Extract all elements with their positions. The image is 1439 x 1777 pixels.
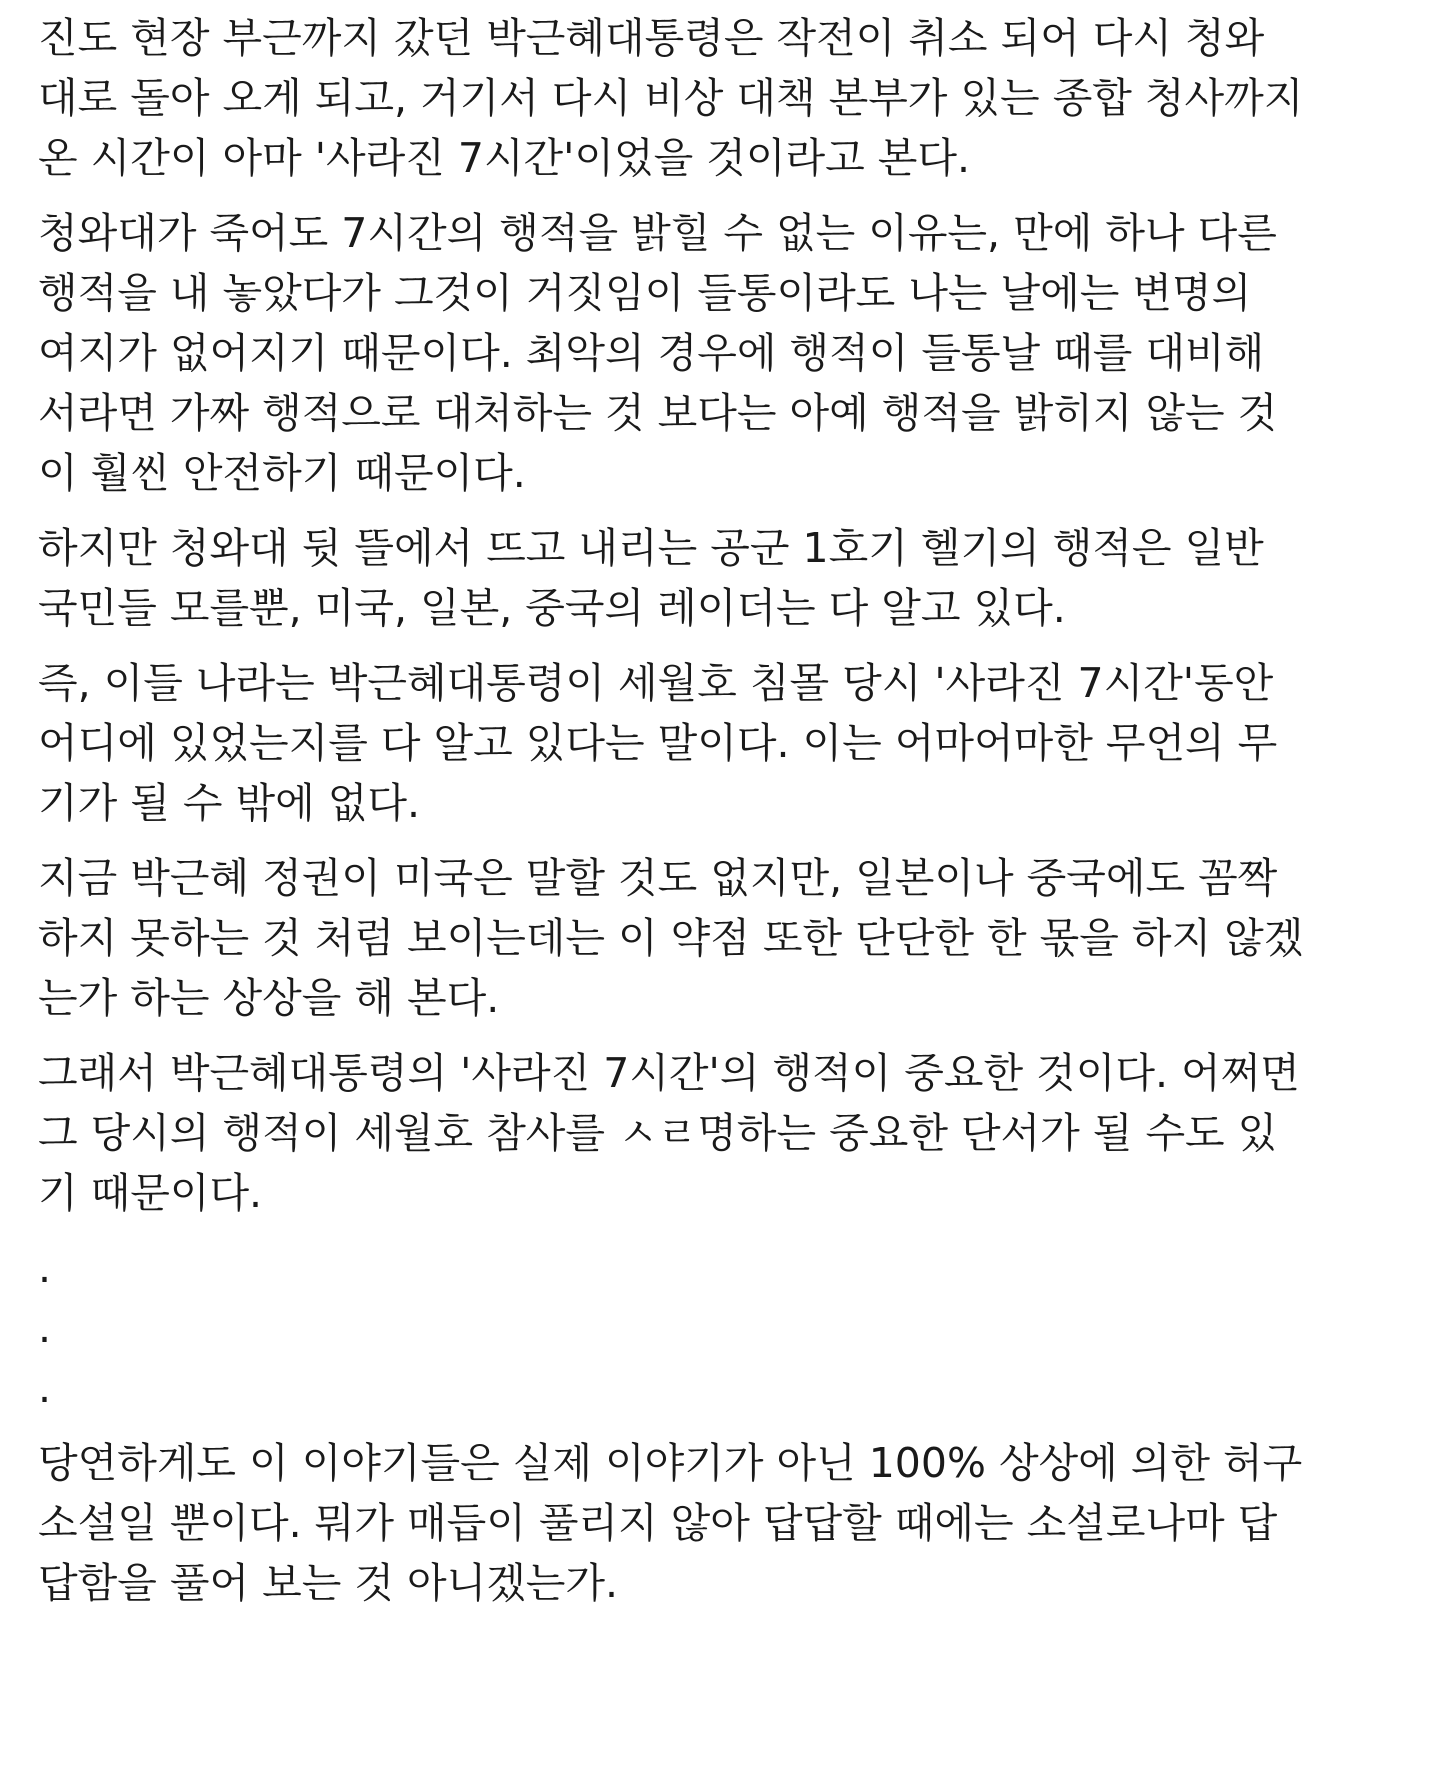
separator-dots (38, 1238, 1418, 1418)
paragraph-3 (38, 518, 1418, 638)
text-line: 행적을 내 놓았다가 그것이 거짓임이 들통이라도 나는 날에는 변명의 (38, 269, 1252, 317)
text-line: 대로 돌아 오게 되고, 거기서 다시 비상 대책 본부가 있는 종합 청사까지 (38, 74, 1304, 122)
text-line: 하지 못하는 것 처럼 보이는데는 이 약점 또한 단단한 한 몫을 하지 않겠 (38, 914, 1304, 962)
text-line: 진도 현장 부근까지 갔던 박근혜대통령은 작전이 취소 되어 다시 청와 (38, 14, 1265, 62)
text-line: 하지만 청와대 뒷 뜰에서 뜨고 내리는 공군 1호기 헬기의 행적은 일반 (38, 524, 1264, 572)
text-line: 어디에 있었는지를 다 알고 있다는 말이다. 이는 어마어마한 무언의 무 (38, 719, 1278, 767)
text-line: 즉, 이들 나라는 박근혜대통령이 세월호 침몰 당시 '사라진 7시간'동안 (38, 659, 1274, 707)
paragraph-1 (38, 8, 1418, 188)
paragraph-6 (38, 1043, 1418, 1223)
separator-dot: . (38, 1244, 52, 1292)
closing-paragraph (38, 1433, 1418, 1613)
text-line: 그래서 박근혜대통령의 '사라진 7시간'의 행적이 중요한 것이다. 어쩌면 (38, 1049, 1300, 1097)
paragraph-2 (38, 203, 1418, 503)
text-line: 여지가 없어지기 때문이다. 최악의 경우에 행적이 들통날 때를 대비해 (38, 329, 1265, 377)
text-line: 당연하게도 이 이야기들은 실제 이야기가 아닌 100% 상상에 의한 허구 (38, 1439, 1303, 1487)
paragraph-4 (38, 653, 1418, 833)
text-line: 청와대가 죽어도 7시간의 행적을 밝힐 수 없는 이유는, 만에 하나 다른 (38, 209, 1277, 257)
article-body (38, 8, 1418, 1628)
text-line: 기가 될 수 밖에 없다. (38, 779, 421, 827)
text-line: 국민들 모를뿐, 미국, 일본, 중국의 레이더는 다 알고 있다. (38, 584, 1066, 632)
text-line: 기 때문이다. (38, 1169, 263, 1217)
text-line: 이 훨씬 안전하기 때문이다. (38, 449, 526, 497)
text-line: 소설일 뿐이다. 뭐가 매듭이 풀리지 않아 답답할 때에는 소설로나마 답 (38, 1499, 1278, 1547)
paragraph-5 (38, 848, 1418, 1028)
text-line: 온 시간이 아마 '사라진 7시간'이었을 것이라고 본다. (38, 134, 970, 182)
text-line: 는가 하는 상상을 해 본다. (38, 974, 500, 1022)
text-line: 답함을 풀어 보는 것 아니겠는가. (38, 1559, 619, 1607)
separator-dot: . (38, 1364, 52, 1412)
text-line: 서라면 가짜 행적으로 대처하는 것 보다는 아예 행적을 밝히지 않는 것 (38, 389, 1278, 437)
separator-dot: . (38, 1304, 52, 1352)
text-line: 지금 박근혜 정권이 미국은 말할 것도 없지만, 일본이나 중국에도 꼼짝 (38, 854, 1278, 902)
text-line: 그 당시의 행적이 세월호 참사를 ㅅㄹ명하는 중요한 단서가 될 수도 있 (38, 1109, 1278, 1157)
